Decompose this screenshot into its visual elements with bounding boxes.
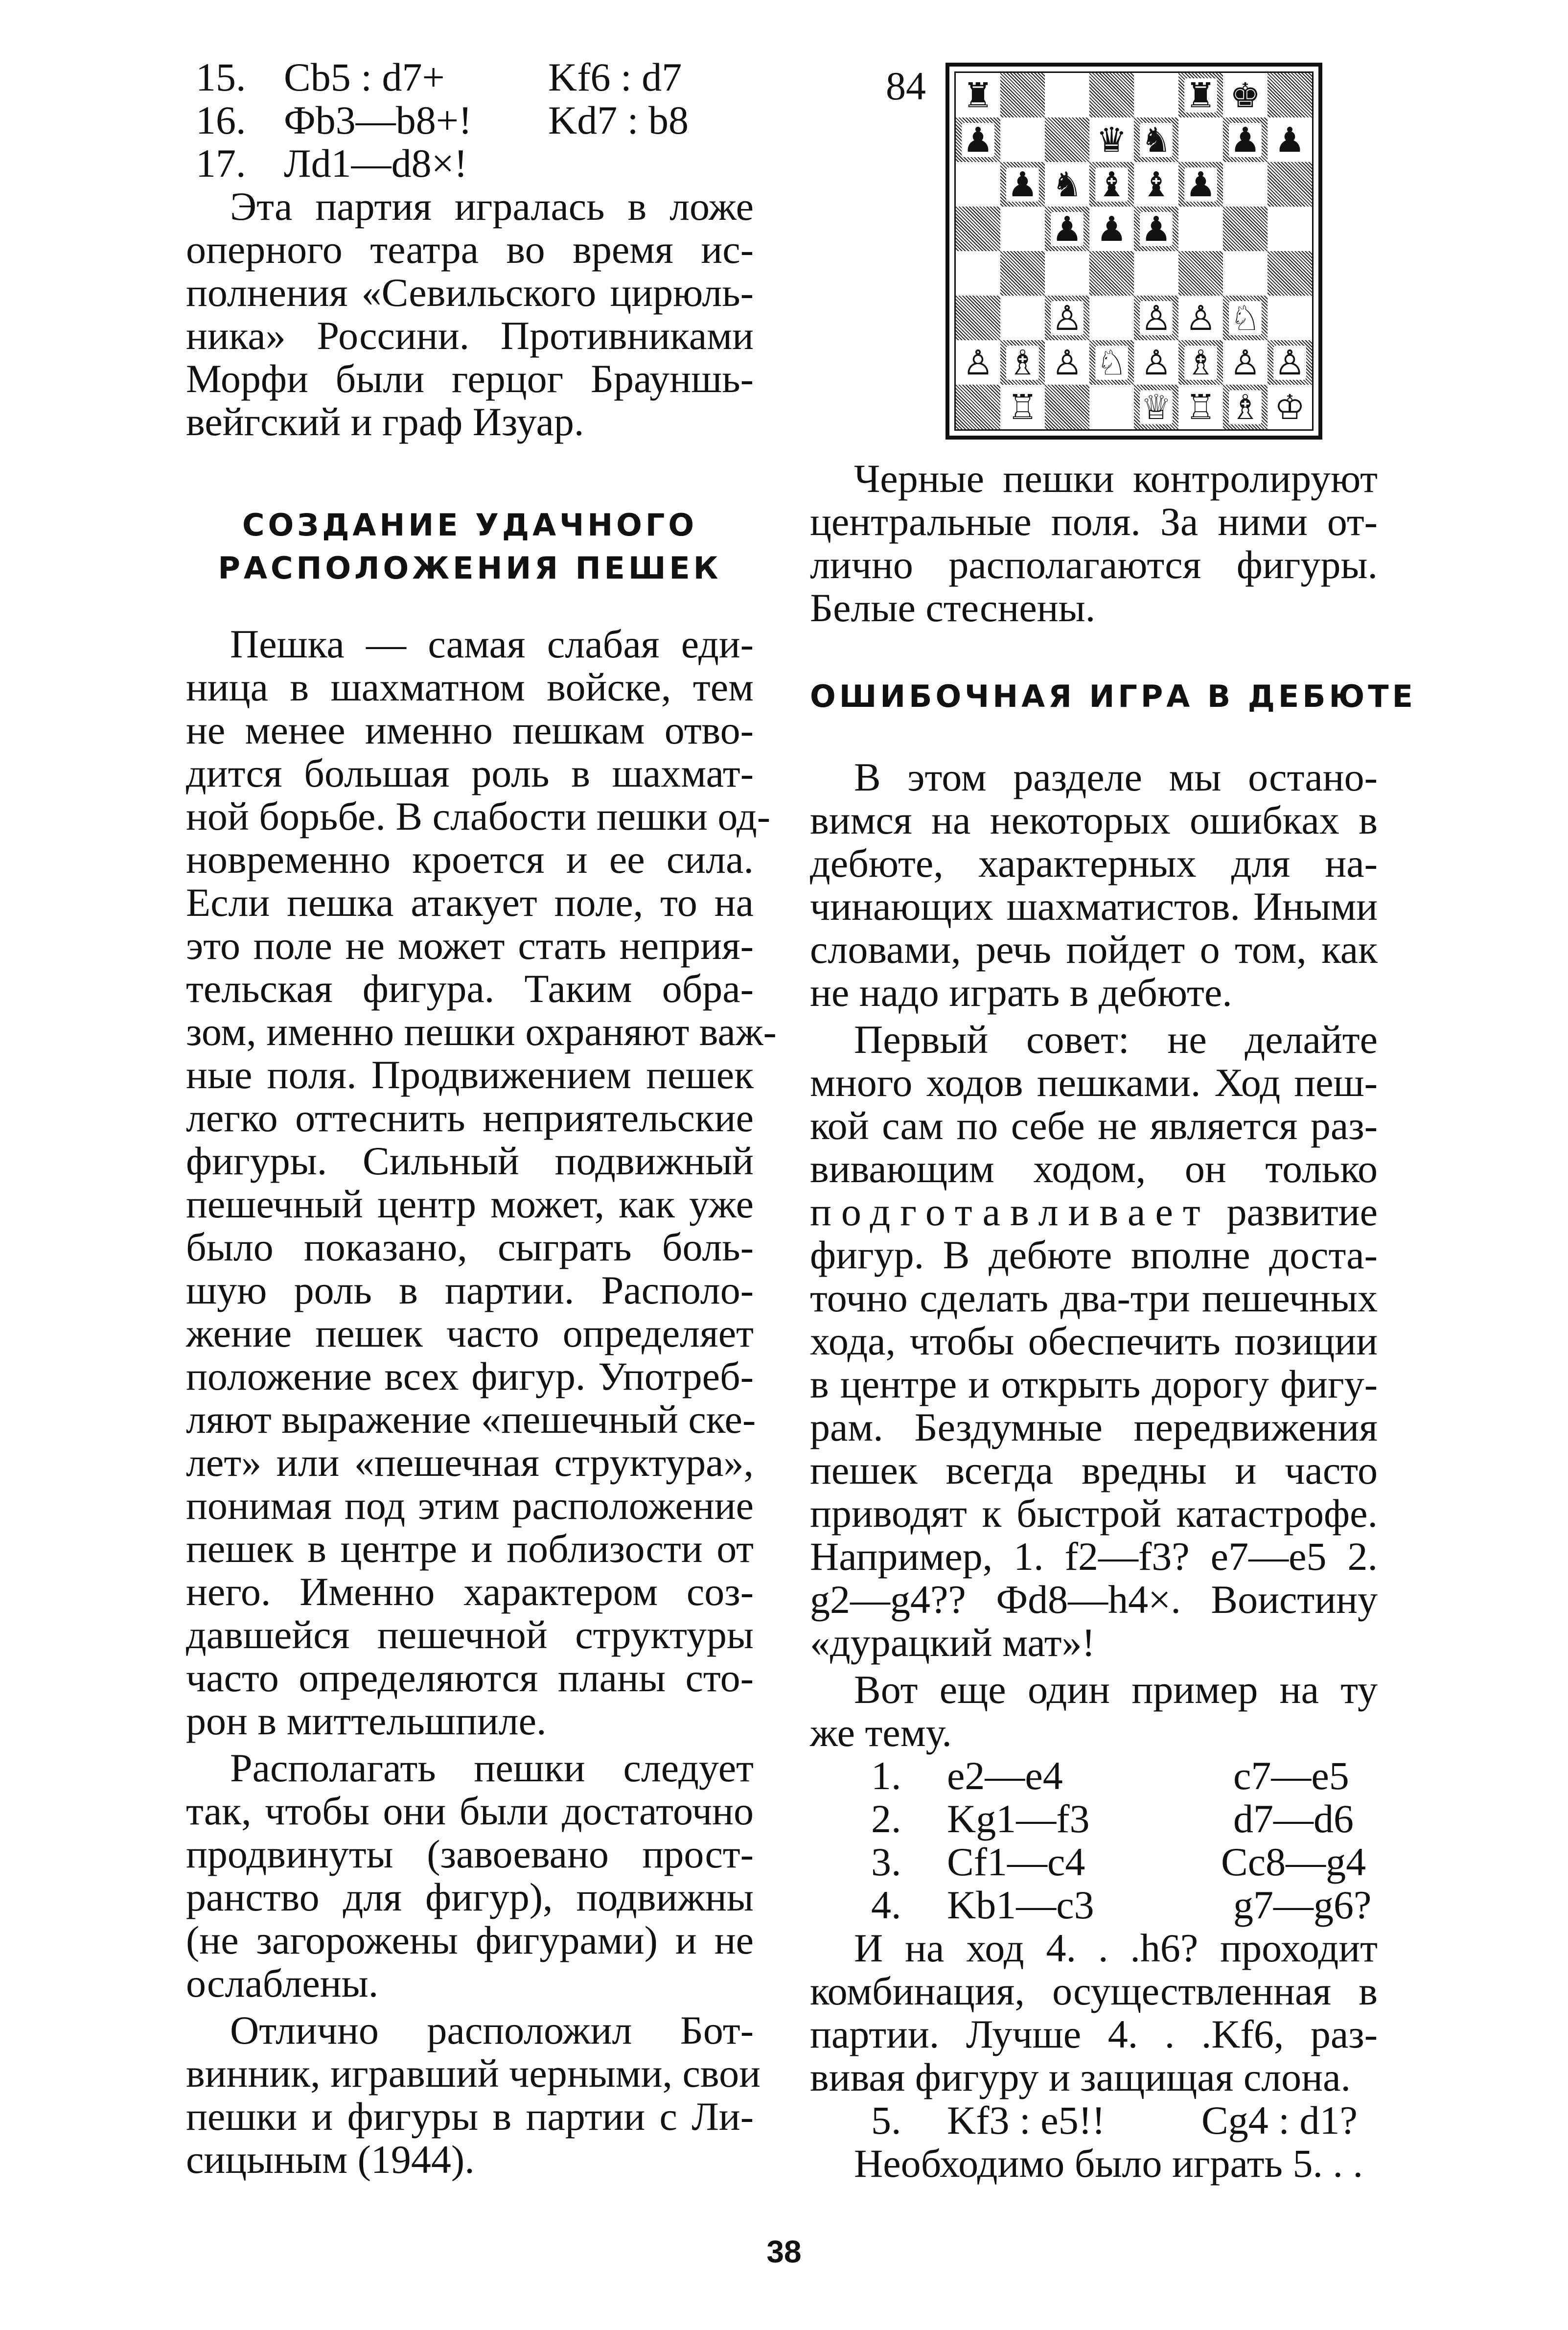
- text-line: было показано, сыграть боль-: [186, 1225, 754, 1269]
- text-line: g2—g4?? Фd8—h4×. Воистину: [810, 1577, 1378, 1622]
- text-line: зом, именно пешки охраняют важ-: [186, 1009, 777, 1054]
- chess-piece-icon: ♜: [963, 75, 993, 116]
- chess-piece-icon: ♝: [1096, 164, 1127, 205]
- board-square-b1: [1000, 385, 1045, 429]
- chess-piece-icon: ♙: [1052, 298, 1083, 338]
- text-line: лет» или «пешечная структура»,: [186, 1440, 754, 1485]
- text-line: ница в шахматном войске, тем: [186, 665, 754, 709]
- board-square-g2: [1223, 340, 1268, 385]
- move-row: [186, 140, 754, 187]
- board-square-e6: [1134, 162, 1178, 207]
- chess-piece-icon: ♞: [1141, 119, 1172, 160]
- white-move: Cb5 : d7+: [284, 55, 445, 99]
- board-square-a7: [956, 117, 1000, 162]
- white-move: Kf3 : e5!!: [947, 2098, 1106, 2143]
- move-number: 2.: [871, 1796, 901, 1841]
- text-line: понимая под этим расположение: [186, 1483, 754, 1528]
- text-line: в центре и открыть дорогу фигу-: [810, 1362, 1378, 1406]
- text-line: продвинуты (завоевано прост-: [186, 1832, 754, 1876]
- move-number: 4.: [871, 1883, 901, 1927]
- text-line: фигур. В дебюте вполне доста-: [810, 1233, 1378, 1277]
- text-line: винник, игравший черными, свои: [186, 2051, 761, 2096]
- text-line: него. Именно характером соз-: [186, 1569, 754, 1614]
- board-square-g5: [1223, 207, 1268, 251]
- board-square-h4: [1268, 251, 1312, 296]
- text-line: [810, 1188, 1378, 1235]
- text-line: Отлично расположил Бот-: [230, 2008, 754, 2052]
- board-square-e3: [1134, 296, 1178, 340]
- move-row: [810, 2097, 1378, 2144]
- board-square-g7: [1223, 117, 1268, 162]
- text-line: оперного театра во время ис-: [186, 227, 754, 272]
- board-square-a2: [956, 340, 1000, 385]
- chess-piece-icon: ♟: [1185, 164, 1216, 205]
- section-heading: ОШИБОЧНАЯ ИГРА В ДЕБЮТЕ: [810, 678, 1416, 714]
- text-line: И на ход 4. . .h6? проходит: [854, 1926, 1378, 1970]
- text-line: вивая фигуру и защищая слона.: [810, 2055, 1351, 2099]
- text-line: Например, 1. f2—f3? e7—e5 2.: [810, 1534, 1378, 1579]
- board-square-a1: [956, 385, 1000, 429]
- move-row: [810, 1839, 1378, 1886]
- text-line: новременно кроется и ее сила.: [186, 837, 754, 882]
- text-line: не надо играть в дебюте.: [810, 970, 1232, 1015]
- page-number: 38: [766, 2234, 802, 2269]
- board-square-b3: [1000, 296, 1045, 340]
- board-square-a3: [956, 296, 1000, 340]
- chess-piece-icon: ♛: [1096, 119, 1127, 160]
- chess-piece-icon: ♙: [1274, 342, 1305, 383]
- board-square-f6: [1178, 162, 1223, 207]
- move-number: 15.: [196, 55, 246, 99]
- board-square-f4: [1178, 251, 1223, 296]
- board-square-h7: [1268, 117, 1312, 162]
- text-line: много ходов пешками. Ход пеш-: [810, 1060, 1378, 1105]
- board-square-d7: [1089, 117, 1134, 162]
- text-line: В этом разделе мы остано-: [854, 755, 1378, 799]
- text-line: ника» Россини. Противниками: [186, 313, 754, 358]
- chess-piece-icon: ♙: [1141, 298, 1172, 338]
- section-heading: СОЗДАНИЕ УДАЧНОГО: [242, 507, 698, 543]
- text-line: дебюте, характерных для на-: [810, 841, 1378, 885]
- board-square-e5: [1134, 207, 1178, 251]
- move-row: [186, 97, 754, 144]
- text-line: же тему.: [810, 1710, 952, 1755]
- text-line: пешек всегда вредны и часто: [810, 1448, 1378, 1492]
- black-move: c7—e5: [1233, 1753, 1349, 1798]
- text-line: «дурацкий мат»!: [810, 1620, 1095, 1665]
- chess-piece-icon: ♗: [1007, 342, 1038, 383]
- move-number: 17.: [196, 141, 246, 186]
- board-square-h3: [1268, 296, 1312, 340]
- diagram-number: 84: [886, 64, 926, 108]
- move-row: [186, 54, 754, 101]
- board-square-d4: [1089, 251, 1134, 296]
- text-line: рам. Бездумные передвижения: [810, 1405, 1378, 1449]
- white-move: Kb1—c3: [947, 1883, 1094, 1927]
- chess-piece-icon: ♙: [1052, 342, 1083, 383]
- chess-piece-icon: ♝: [1141, 164, 1172, 205]
- white-move: e2—e4: [947, 1753, 1063, 1798]
- text-line: жение пешек часто определяет: [186, 1311, 754, 1355]
- board-square-e2: [1134, 340, 1178, 385]
- board-square-d5: [1089, 207, 1134, 251]
- chess-piece-icon: ♙: [963, 342, 993, 383]
- black-move: Kf6 : d7: [548, 55, 682, 99]
- chess-piece-icon: ♖: [1007, 387, 1038, 427]
- board-square-c6: [1045, 162, 1089, 207]
- board-square-b7: [1000, 117, 1045, 162]
- text-line: Эта партия игралась в ложе: [230, 184, 754, 229]
- board-square-b2: [1000, 340, 1045, 385]
- board-square-c7: [1045, 117, 1089, 162]
- board-square-h1: [1268, 385, 1312, 429]
- chess-piece-icon: ♕: [1141, 387, 1172, 427]
- move-row: [810, 1882, 1378, 1929]
- chess-piece-icon: ♟: [1096, 209, 1127, 249]
- board-square-f8: [1178, 73, 1223, 117]
- move-number: 1.: [871, 1753, 901, 1798]
- board-square-h2: [1268, 340, 1312, 385]
- chess-piece-icon: ♖: [1185, 387, 1216, 427]
- board-square-c8: [1045, 73, 1089, 117]
- chess-piece-icon: ♟: [1052, 209, 1083, 249]
- text-line: не менее именно пешкам отво-: [186, 708, 754, 752]
- text-line: часто определяются планы сто-: [186, 1655, 754, 1700]
- text-line: Морфи были герцог Брауншь-: [186, 356, 754, 401]
- text-line: пешек в центре и поблизости от: [186, 1526, 754, 1571]
- black-move: g7—g6?: [1233, 1883, 1372, 1927]
- board-square-g3: [1223, 296, 1268, 340]
- text-line: вимся на некоторых ошибках в: [810, 798, 1378, 842]
- chess-piece-icon: ♟: [963, 119, 993, 160]
- black-move: Kd7 : b8: [548, 98, 689, 142]
- text-line: приводят к быстрой катастрофе.: [810, 1491, 1378, 1536]
- text-line: центральные поля. За ними от-: [810, 499, 1378, 544]
- board-square-b4: [1000, 251, 1045, 296]
- board-square-e1: [1134, 385, 1178, 429]
- board-square-b8: [1000, 73, 1045, 117]
- text-line: легко оттеснить неприятельские: [186, 1095, 754, 1140]
- text-line: так, чтобы они были достаточно: [186, 1789, 754, 1833]
- text-line: точно сделать два-три пешечных: [810, 1276, 1378, 1320]
- text-line: хода, чтобы обеспечить позиции: [810, 1319, 1378, 1363]
- chess-piece-icon: ♚: [1230, 75, 1261, 116]
- board-square-c5: [1045, 207, 1089, 251]
- white-move: Фb3—b8+!: [284, 98, 472, 142]
- text-line: тельская фигура. Таким обра-: [186, 966, 754, 1011]
- text-line: рон в миттельшпиле.: [186, 1699, 547, 1743]
- board-square-a6: [956, 162, 1000, 207]
- emphasized-word: подготавливает: [810, 1189, 1210, 1234]
- board-square-e7: [1134, 117, 1178, 162]
- section-heading: РАСПОЛОЖЕНИЯ ПЕШЕК: [218, 550, 722, 586]
- chess-piece-icon: ♘: [1230, 298, 1261, 338]
- text-line: это поле не может стать неприя-: [186, 923, 754, 968]
- board-square-a4: [956, 251, 1000, 296]
- board-square-d8: [1089, 73, 1134, 117]
- text-line: кой сам по себе не является раз-: [810, 1103, 1378, 1148]
- text-line: Если пешка атакует поле, то на: [186, 880, 754, 925]
- board-square-c4: [1045, 251, 1089, 296]
- move-row: [810, 1795, 1378, 1842]
- chess-piece-icon: ♙: [1141, 342, 1172, 383]
- move-number: 5.: [871, 2098, 901, 2143]
- board-square-g4: [1223, 251, 1268, 296]
- board-square-b6: [1000, 162, 1045, 207]
- board-square-d3: [1089, 296, 1134, 340]
- text-line: ной борьбе. В слабости пешки од-: [186, 794, 771, 839]
- board-square-g8: [1223, 73, 1268, 117]
- text-line: ранство для фигур), подвижны: [186, 1875, 754, 1919]
- black-move: d7—d6: [1233, 1796, 1354, 1841]
- text-line: Располагать пешки следует: [230, 1746, 754, 1790]
- chess-piece-icon: ♗: [1185, 342, 1216, 383]
- black-move: Cc8—g4: [1221, 1840, 1366, 1884]
- text-line: комбинация, осуществленная в: [810, 1969, 1378, 2013]
- text-line: сицыным (1944).: [186, 2137, 475, 2182]
- chess-piece-icon: ♘: [1096, 342, 1127, 383]
- chess-piece-icon: ♟: [1230, 119, 1261, 160]
- board-square-d1: [1089, 385, 1134, 429]
- text-line: Черные пешки контролируют: [854, 456, 1378, 501]
- board-square-g6: [1223, 162, 1268, 207]
- board-square-f3: [1178, 296, 1223, 340]
- chess-piece-icon: ♟: [1141, 209, 1172, 249]
- board-square-f7: [1178, 117, 1223, 162]
- board-square-g1: [1223, 385, 1268, 429]
- chess-piece-icon: ♟: [1007, 164, 1038, 205]
- text-line: шую роль в партии. Располо-: [186, 1268, 754, 1312]
- board-square-d6: [1089, 162, 1134, 207]
- board-square-h6: [1268, 162, 1312, 207]
- chess-piece-icon: ♙: [1185, 298, 1216, 338]
- board-square-h5: [1268, 207, 1312, 251]
- text-line: ляют выражение «пешечный ске-: [186, 1397, 756, 1442]
- board-square-a8: [956, 73, 1000, 117]
- chess-board: [954, 71, 1314, 431]
- text-line: Необходимо было играть 5. . .: [854, 2141, 1363, 2186]
- text-line: партии. Лучше 4. . .Kf6, раз-: [810, 2012, 1378, 2056]
- text-line: Вот еще один пример на ту: [854, 1667, 1378, 1712]
- white-move: Cf1—c4: [947, 1840, 1085, 1884]
- chess-piece-icon: ♗: [1230, 387, 1261, 427]
- text-line: пешечный центр может, как уже: [186, 1182, 754, 1226]
- text-line: дится большая роль в шахмат-: [186, 751, 754, 795]
- text-fragment: развитие: [1226, 1189, 1378, 1234]
- chess-piece-icon: ♙: [1230, 342, 1261, 383]
- board-square-e8: [1134, 73, 1178, 117]
- text-line: положение всех фигур. Употреб-: [186, 1354, 754, 1398]
- text-line: (не загорожены фигурами) и не: [186, 1918, 754, 1962]
- text-line: Белые стеснены.: [810, 585, 1096, 630]
- white-move: Лd1—d8×!: [284, 141, 468, 186]
- text-line: вивающим ходом, он только: [810, 1146, 1378, 1191]
- board-square-c3: [1045, 296, 1089, 340]
- white-move: Kg1—f3: [947, 1796, 1090, 1841]
- board-square-f2: [1178, 340, 1223, 385]
- board-square-d2: [1089, 340, 1134, 385]
- move-number: 3.: [871, 1840, 901, 1884]
- text-line: чинающих шахматистов. Иными: [810, 884, 1378, 929]
- text-line: ослаблены.: [186, 1961, 379, 2005]
- board-square-f5: [1178, 207, 1223, 251]
- text-line: Пешка — самая слабая еди-: [230, 622, 754, 666]
- board-square-e4: [1134, 251, 1178, 296]
- text-line: вейгский и граф Изуар.: [186, 399, 584, 444]
- move-row: [810, 1752, 1378, 1799]
- board-square-f1: [1178, 385, 1223, 429]
- text-line: Первый совет: не делайте: [854, 1017, 1378, 1062]
- chess-piece-icon: ♞: [1052, 164, 1083, 205]
- text-line: лично располагаются фигуры.: [810, 542, 1378, 587]
- board-square-b5: [1000, 207, 1045, 251]
- text-line: ные поля. Продвижением пешек: [186, 1052, 754, 1097]
- black-move: Cg4 : d1?: [1201, 2098, 1358, 2143]
- board-square-h8: [1268, 73, 1312, 117]
- text-line: давшейся пешечной структуры: [186, 1612, 754, 1657]
- board-square-c2: [1045, 340, 1089, 385]
- text-line: словами, речь пойдет о том, как: [810, 927, 1378, 972]
- board-square-a5: [956, 207, 1000, 251]
- chess-diagram: [945, 63, 1322, 440]
- text-line: фигуры. Сильный подвижный: [186, 1139, 754, 1183]
- chess-piece-icon: ♔: [1274, 387, 1305, 427]
- board-square-c1: [1045, 385, 1089, 429]
- chess-piece-icon: ♟: [1274, 119, 1305, 160]
- text-line: полнения «Севильского цирюль-: [186, 270, 754, 315]
- move-number: 16.: [196, 98, 246, 142]
- chess-piece-icon: ♜: [1185, 75, 1216, 116]
- text-line: пешки и фигуры в партии с Ли-: [186, 2094, 754, 2139]
